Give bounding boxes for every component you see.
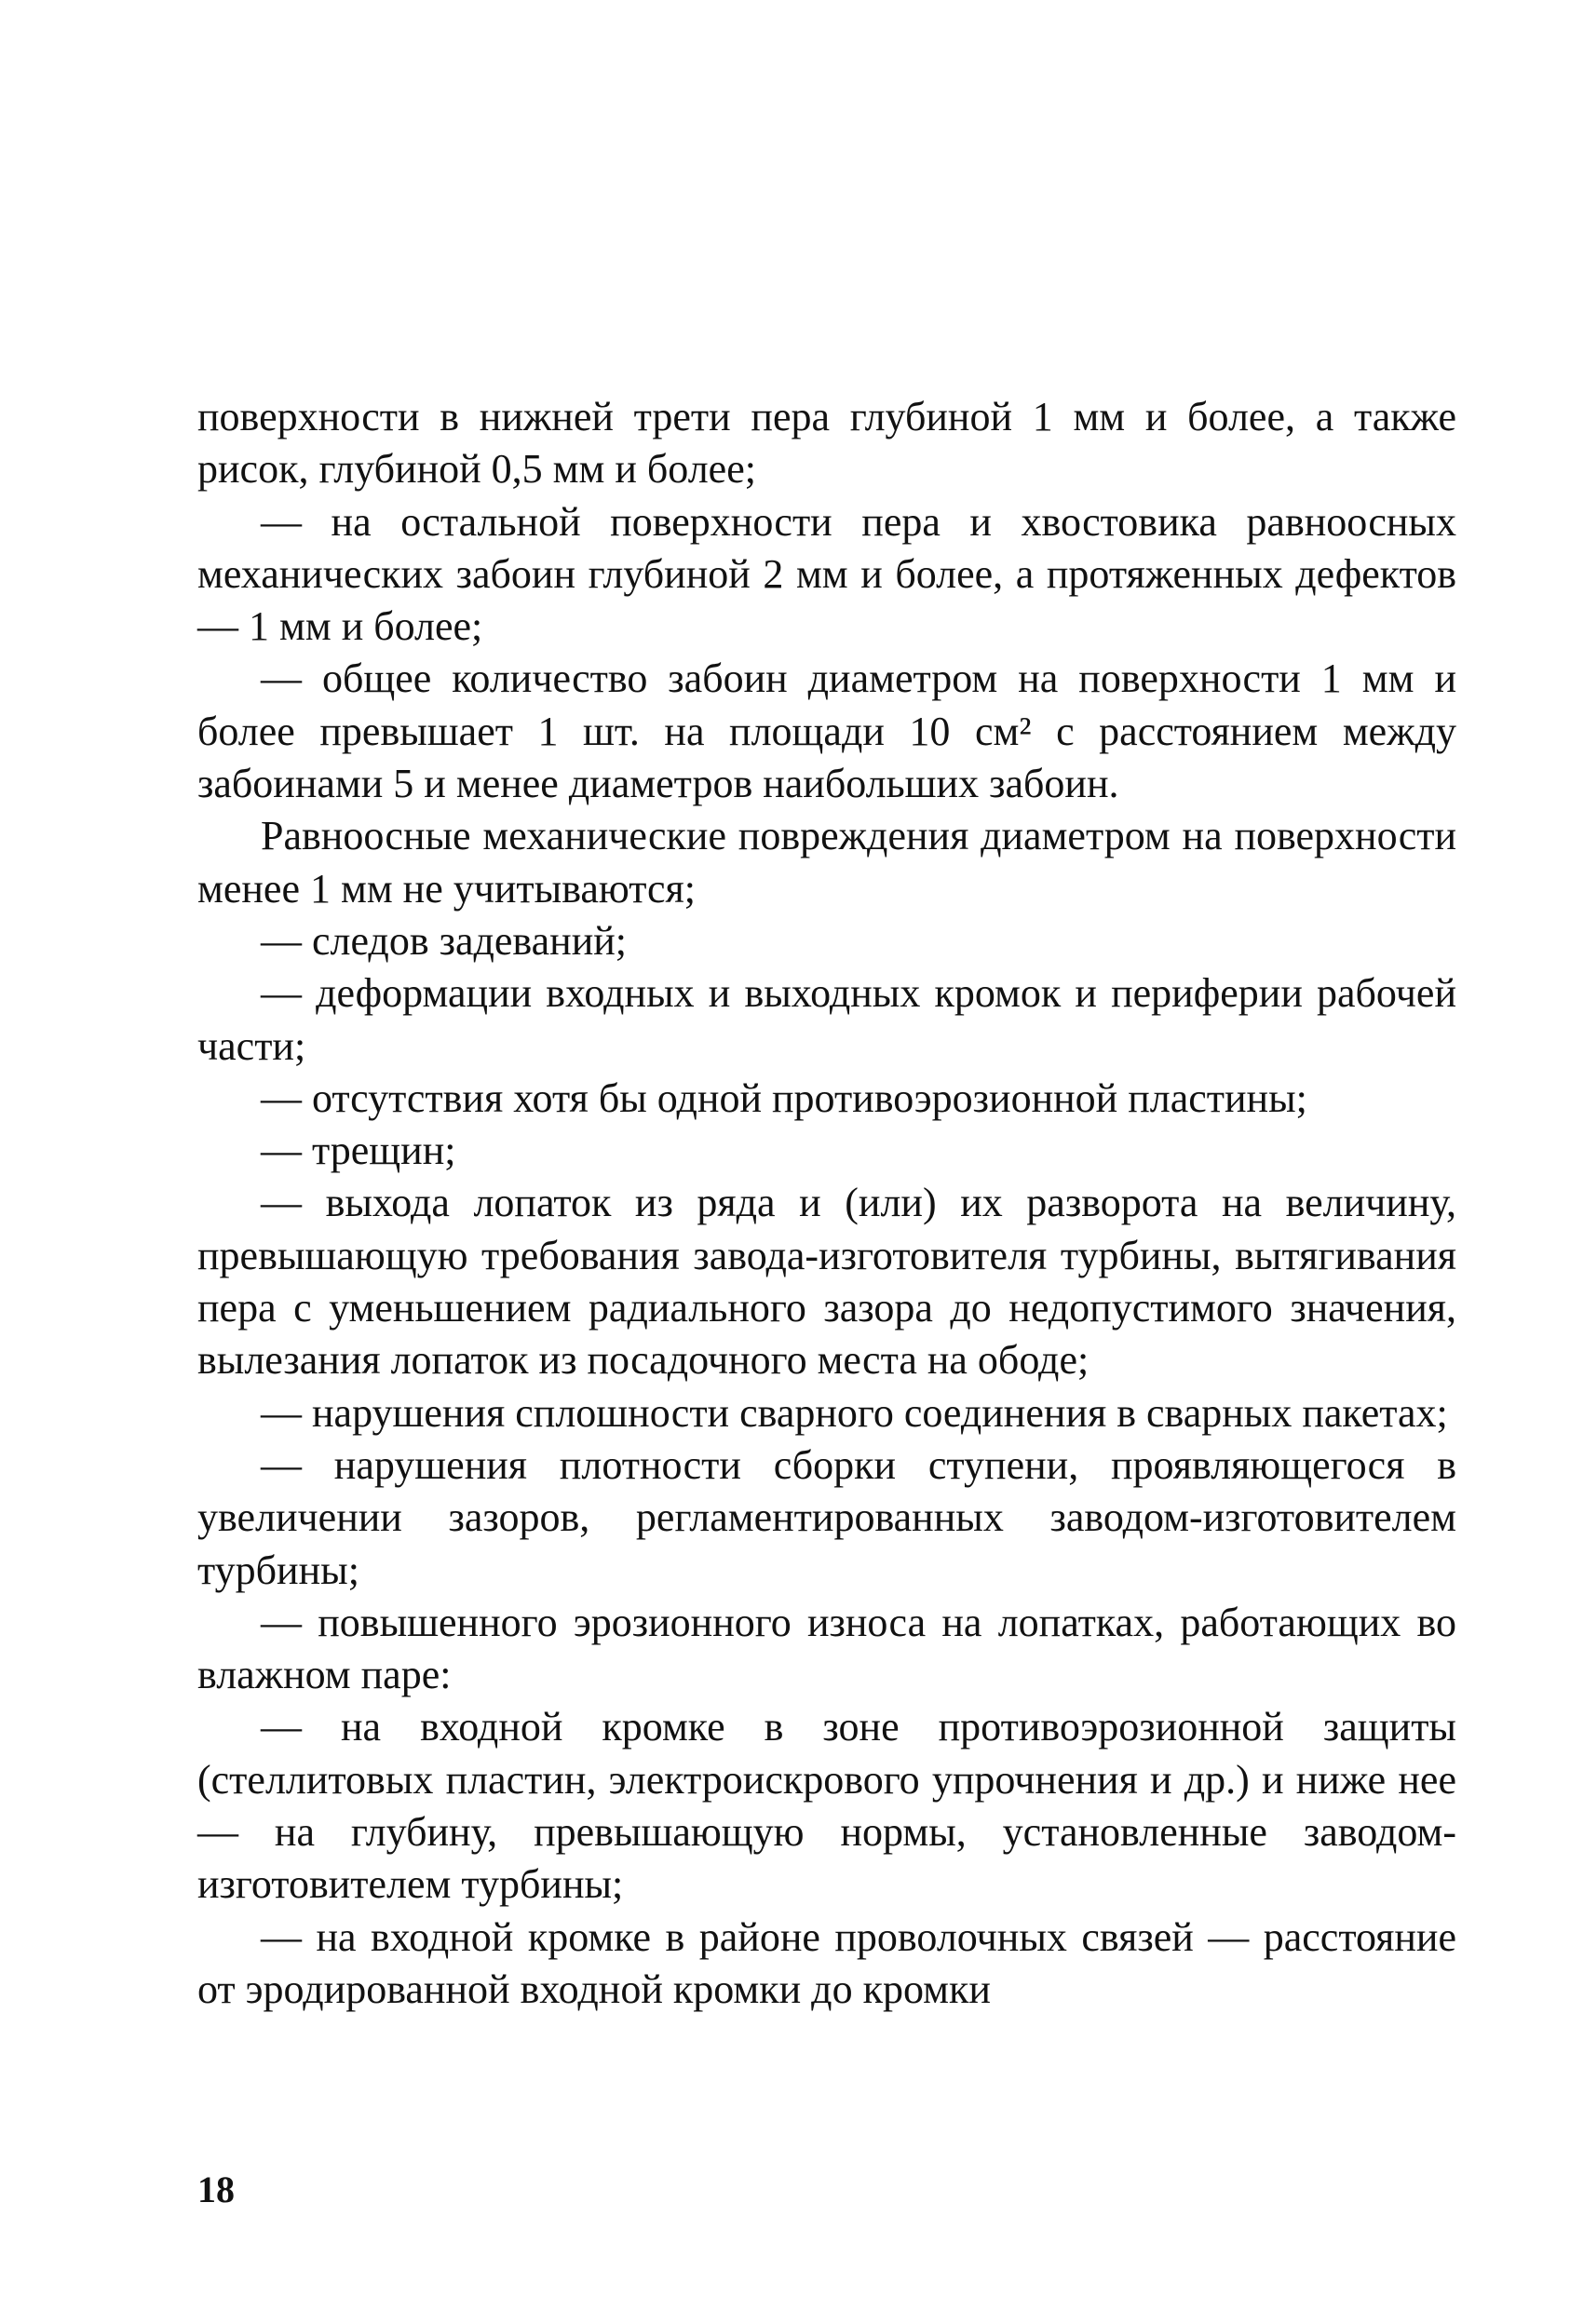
- paragraph-8: — трещин;: [261, 1128, 456, 1174]
- paragraph-11: — нарушения плотности сборки ступени, проявляющегося в увеличении зазоров, регламентированных заводом-изготовителем турбины;: [197, 1441, 1456, 1593]
- paragraph-1: поверхности в нижней трети пера глубиной 1 мм и более, а также рисок, глубиной 0,5 мм и более;: [197, 394, 1456, 493]
- paragraph-10: — нарушения сплошности сварного соединения в сварных пакетах;: [261, 1389, 1448, 1436]
- paragraph-13: — на входной кромке в зоне противоэрозионной защиты (стеллитовых пластин, электроискрового упрочнения и др.) и ниже нее — на глубину, превышающую нормы, установленные заводом-изготовителем турбины;: [197, 1704, 1456, 1908]
- paragraph-3: — общее количество забоин диаметром на поверхности 1 мм и более превышает 1 шт. на площади 10 см² с расстоянием между забоинами 5 и менее диаметров наибольших забоин.: [197, 655, 1456, 807]
- paragraph-14: — на входной кромке в районе проволочных связей — расстояние от эродированной входной кромки до кромки: [197, 1913, 1456, 2012]
- page-number: 18: [197, 2169, 235, 2210]
- paragraph-4: Равноосные механические повреждения диаметром на поверхности менее 1 мм не учитываются;: [197, 813, 1456, 912]
- paragraph-2: — на остальной поверхности пера и хвостовика равноосных механических забоин глубиной 2 мм и более, а протяженных дефектов — 1 мм и более;: [197, 498, 1456, 650]
- paragraph-5: — следов задеваний;: [261, 917, 628, 964]
- paragraph-6: — деформации входных и выходных кромок и периферии рабочей части;: [197, 970, 1456, 1069]
- paragraph-9: — выхода лопаток из ряда и (или) их разворота на величину, превышающую требования завода-изготовителя турбины, вытягивания пера с уменьшением радиального зазора до недопустимого значения, вылезания лопаток из посадочного места на ободе;: [197, 1180, 1456, 1384]
- paragraph-12: — повышенного эрозионного износа на лопатках, работающих во влажном паре:: [197, 1599, 1456, 1698]
- paragraph-7: — отсутствия хотя бы одной противоэрозионной пластины;: [261, 1074, 1307, 1121]
- body-text: [197, 391, 1456, 2016]
